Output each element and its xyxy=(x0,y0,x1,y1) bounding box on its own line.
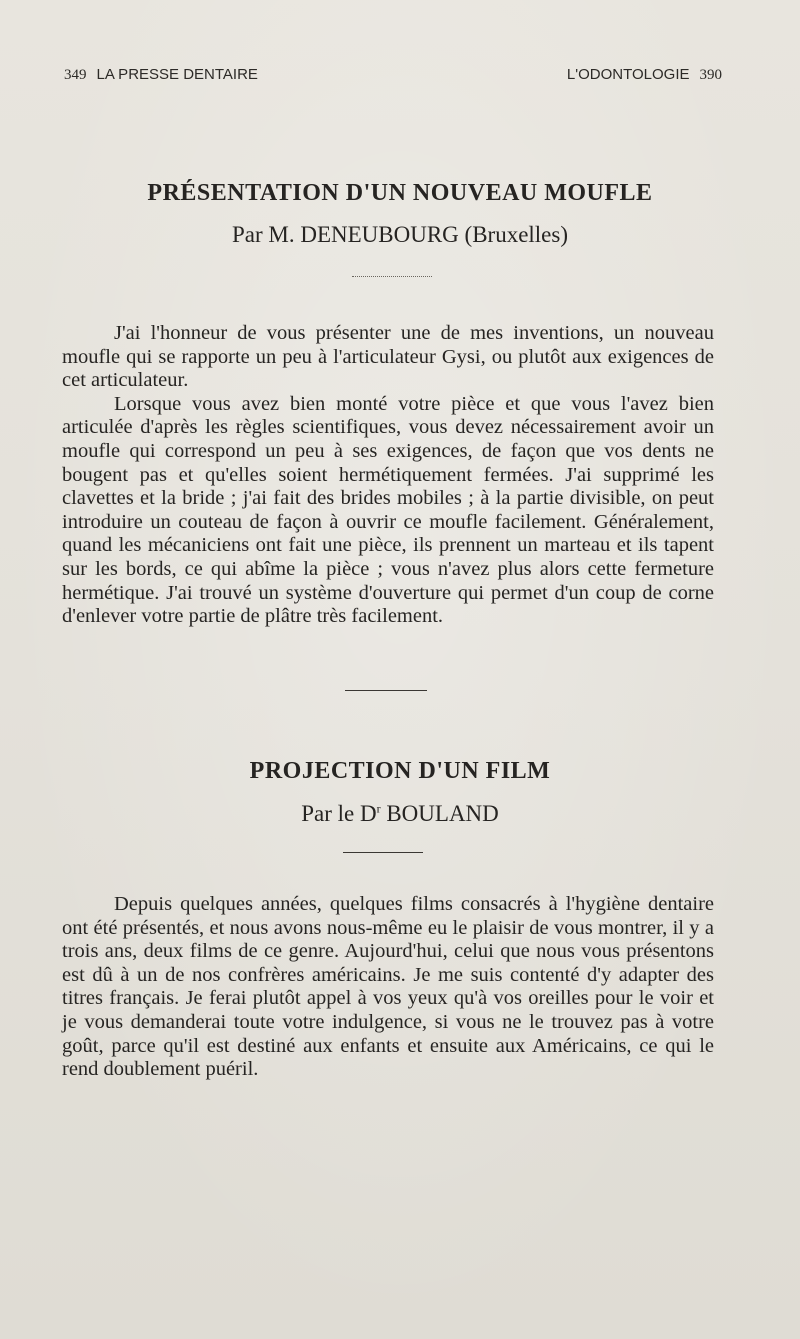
left-page-number: 349 xyxy=(64,67,87,83)
article1-byline: Par M. DENEUBOURG (Bruxelles) xyxy=(231,222,568,247)
right-page-number: 390 xyxy=(699,67,722,83)
byline-author: BOULAND xyxy=(380,801,499,826)
header-left xyxy=(64,66,258,84)
running-header xyxy=(64,66,722,88)
article1-title: PRÉSENTATION D'UN NOUVEAU MOUFLE xyxy=(147,180,653,206)
article1-paragraph-1: J'ai l'honneur de vous présenter une de mes inventions, un nouveau moufle qui se rapporte un peu à l'articulateur Gysi, ou plutôt aux exigences de cet articulateur. xyxy=(62,322,714,392)
article2-paragraph-1: Depuis quelques années, quelques films consacrés à l'hygiène dentaire ont été présentés, et nous avons nous-même eu le plaisir de vous montrer, il y a trois ans, deux films de ce genre. Aujourd'hui, celui que nous vous présentons est dû à un de nos confrères américains. Je me suis contenté d'y adapter des titres français. Je ferai plutôt appel à vos yeux qu'à vos oreilles pour le voir et je vous demanderai toute votre indulgence, si vous ne le trouvez pas à votre goût, parce qu'il est destiné aux enfants et ensuite aux Américains, ce qui le rend doublement puéril. xyxy=(62,893,714,1081)
right-journal-title: L'ODONTOLOGIE xyxy=(566,66,690,83)
article2-rule xyxy=(343,852,423,853)
byline-prefix: Par le D xyxy=(301,801,377,826)
header-right xyxy=(567,66,722,84)
article1-body xyxy=(62,322,714,629)
article1-paragraph-2: Lorsque vous avez bien monté votre pièce et que vous l'avez bien articulée d'après les règles scientifiques, vous devez nécessairement avoir un moufle qui correspond un peu à ses exigences, de façon que vos dents ne bougent pas et qu'elles soient hermétiquement fermées. J'ai supprimé les clavettes et la bride ; j'ai fait des brides mobiles ; à la partie divisible, on peut introduire un couteau de façon à ouvrir ce moufle facilement. Généralement, quand les mécaniciens ont fait une pièce, ils prennent un marteau et ils tapent sur les bords, ce qui abîme la pièce ; vous n'avez plus alors cette fermeture hermétique. J'ai trouvé un système d'ouverture qui permet d'un coup de corne d'enlever votre partie de plâtre très facilement. xyxy=(62,392,714,628)
left-journal-title: LA PRESSE DENTAIRE xyxy=(96,66,258,83)
article2-byline xyxy=(0,801,800,827)
article1-ornament-rule xyxy=(352,276,432,277)
section-divider-rule xyxy=(345,690,427,691)
article2-title: PROJECTION D'UN FILM xyxy=(249,758,551,784)
byline-title-superscript: r xyxy=(376,801,381,816)
article2-body xyxy=(62,893,714,1082)
